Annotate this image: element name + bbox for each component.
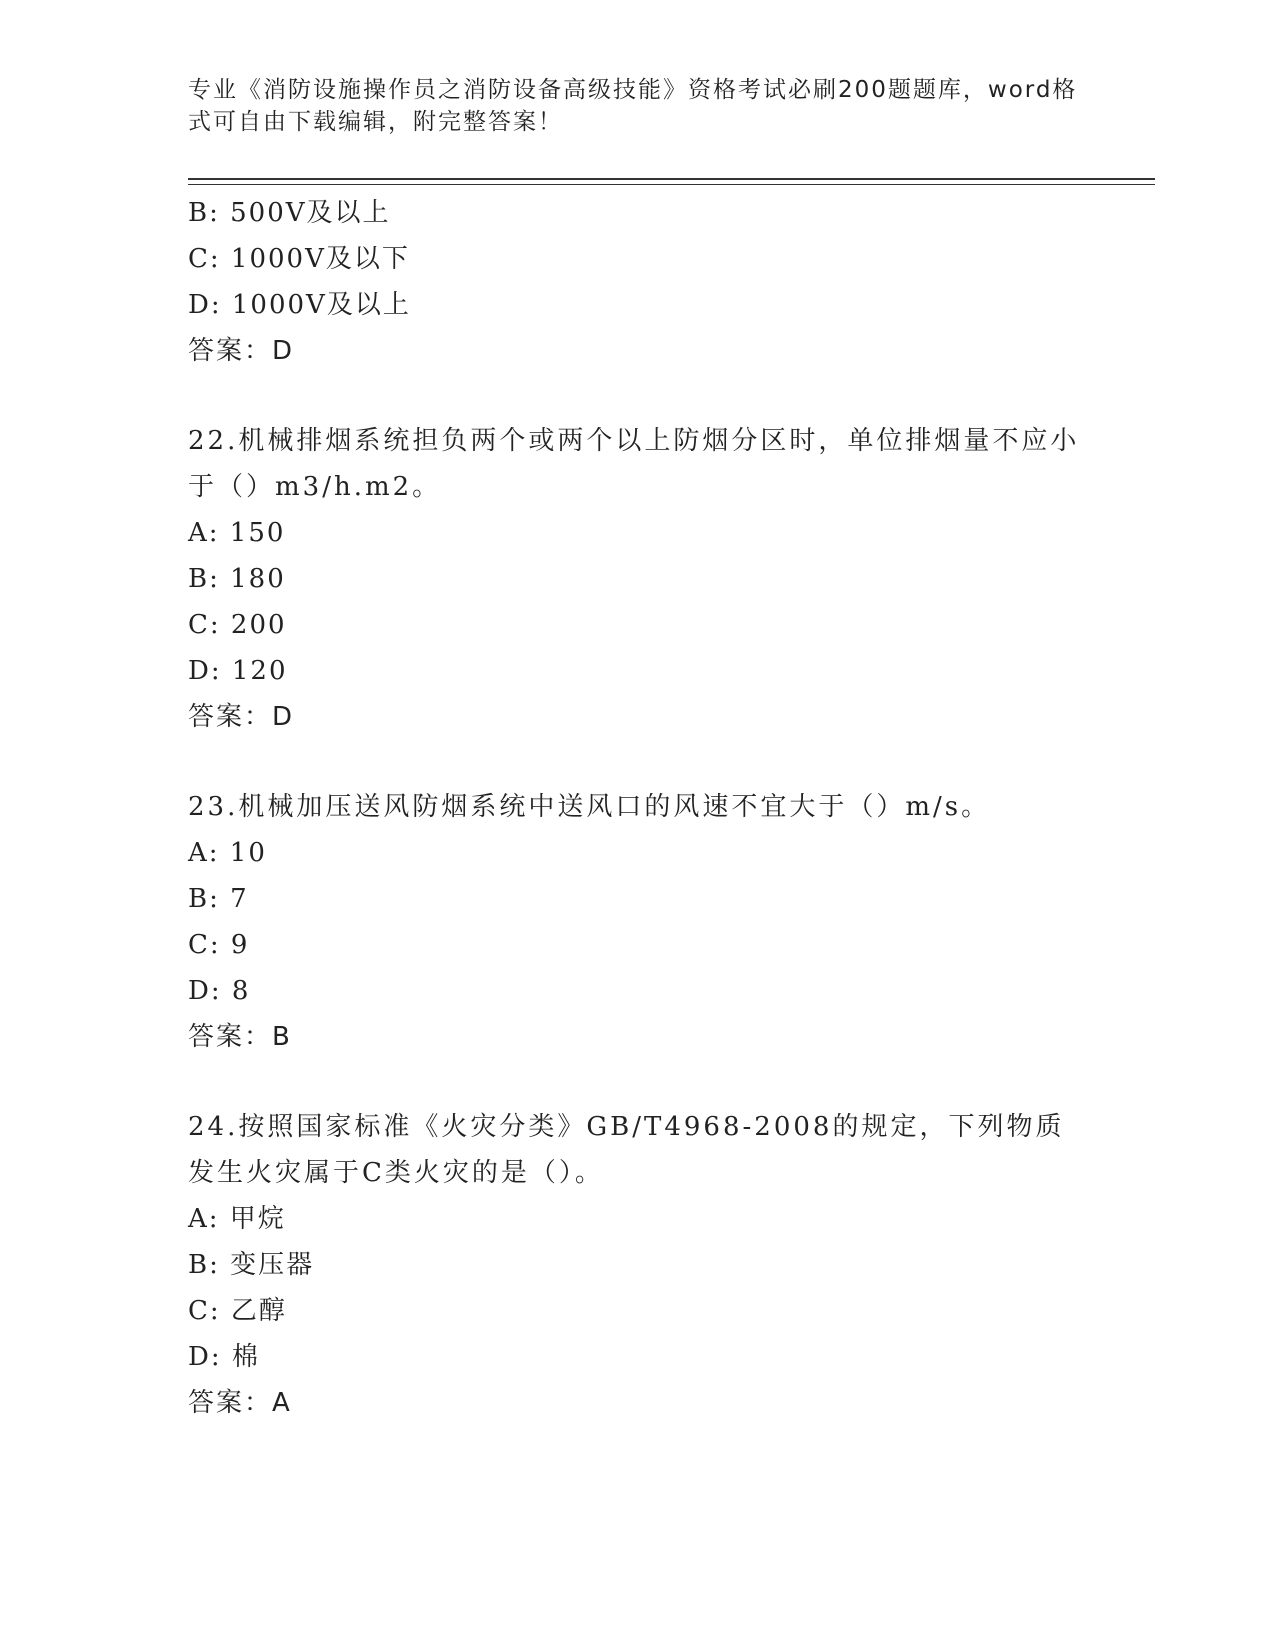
option-b: B: 变压器 bbox=[188, 1250, 315, 1280]
option-b: B: 180 bbox=[188, 564, 286, 594]
option-d: D: 8 bbox=[188, 976, 251, 1006]
option-c: C: 1000V及以下 bbox=[188, 244, 410, 274]
answer-line: 答案：B bbox=[188, 1022, 292, 1052]
question-stem: 24.按照国家标准《火灾分类》GB/T4968-2008的规定，下列物质发生火灾属于C类火灾的是（）。 bbox=[188, 1112, 1065, 1188]
option-c: C: 乙醇 bbox=[188, 1296, 287, 1326]
answer-line: 答案：A bbox=[188, 1388, 292, 1418]
document-header: 专业《消防设施操作员之消防设备高级技能》资格考试必刷200题题库，word格式可自由下载编辑，附完整答案！ bbox=[188, 77, 1078, 135]
header-divider-thick bbox=[188, 178, 1155, 180]
question-24 bbox=[188, 1104, 1088, 1426]
question-stem: 22.机械排烟系统担负两个或两个以上防烟分区时，单位排烟量不应小于（）m3/h.m2。 bbox=[188, 426, 1080, 502]
question-list bbox=[188, 190, 1088, 1426]
option-b: B: 500V及以上 bbox=[188, 198, 391, 228]
option-a: A: 150 bbox=[188, 518, 286, 548]
answer-line: 答案：D bbox=[188, 336, 295, 366]
question-21-continued bbox=[188, 190, 1088, 374]
question-22 bbox=[188, 418, 1088, 740]
header-divider-thin bbox=[188, 184, 1155, 185]
option-d: D: 120 bbox=[188, 656, 288, 686]
option-a: A: 甲烷 bbox=[188, 1204, 286, 1234]
option-a: A: 10 bbox=[188, 838, 267, 868]
option-c: C: 200 bbox=[188, 610, 287, 640]
option-c: C: 9 bbox=[188, 930, 250, 960]
question-23 bbox=[188, 784, 1088, 1060]
option-b: B: 7 bbox=[188, 884, 249, 914]
option-d: D: 棉 bbox=[188, 1342, 260, 1372]
option-d: D: 1000V及以上 bbox=[188, 290, 411, 320]
answer-line: 答案：D bbox=[188, 702, 295, 732]
question-stem: 23.机械加压送风防烟系统中送风口的风速不宜大于（）m/s。 bbox=[188, 792, 991, 822]
